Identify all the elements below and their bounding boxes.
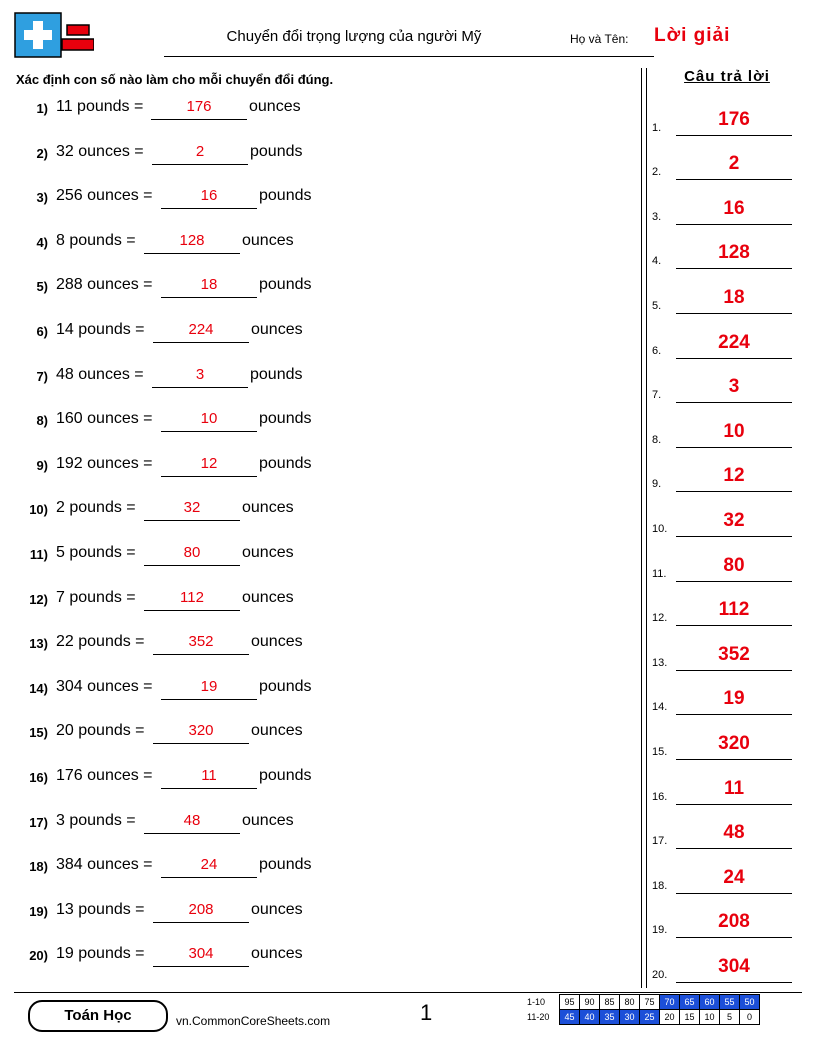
question-text: 176 ounces = (56, 766, 153, 784)
score-table-row (527, 995, 760, 1010)
answer-key-value: 12 (676, 461, 792, 492)
answer-blank[interactable]: 80 (144, 544, 240, 566)
answer-key-value: 48 (676, 818, 792, 849)
answer-key-number: 11. (652, 567, 667, 580)
answer-key-number: 13. (652, 656, 668, 669)
answer-key-row (652, 314, 802, 359)
question-text: 160 ounces = (56, 410, 153, 428)
question-number: 12) (29, 591, 48, 607)
question-text: 22 pounds = (56, 633, 145, 651)
score-cell: 45 (560, 1010, 580, 1025)
answer-key-value: 2 (676, 149, 792, 180)
question-unit: ounces (242, 811, 294, 829)
answer-key-number: 16. (652, 790, 668, 803)
answer-blank[interactable]: 24 (161, 856, 257, 878)
answer-key-row (652, 136, 802, 181)
answer-key-panel (652, 68, 802, 983)
question-row (16, 943, 626, 988)
question-text: 5 pounds = (56, 543, 136, 561)
answer-key-number: 3. (652, 210, 662, 223)
answer-key-value: 16 (676, 194, 792, 225)
answer-blank[interactable]: 208 (153, 901, 249, 923)
question-row (16, 810, 626, 855)
answer-blank[interactable]: 176 (151, 98, 247, 120)
question-text: 19 pounds = (56, 945, 145, 963)
brand-badge: Toán Học (28, 1000, 168, 1032)
score-cell: 75 (640, 995, 660, 1010)
question-number: 6) (36, 323, 48, 339)
answer-key-row (652, 448, 802, 493)
answer-key-number: 2. (652, 166, 662, 179)
answer-blank[interactable]: 18 (161, 276, 257, 298)
question-unit: pounds (250, 365, 303, 383)
question-text: 384 ounces = (56, 856, 153, 874)
answer-key-number: 19. (652, 924, 668, 937)
answer-key-number: 12. (652, 612, 668, 625)
page-title: Chuyển đổi trọng lượng của người Mỹ (226, 28, 482, 45)
answer-key-value: 320 (676, 729, 792, 760)
score-cell: 60 (700, 995, 720, 1010)
answer-key-value: 24 (676, 863, 792, 894)
question-unit: pounds (259, 766, 312, 784)
answer-key-row (652, 359, 802, 404)
question-unit: pounds (259, 454, 312, 472)
question-number: 1) (36, 101, 48, 116)
question-unit: ounces (242, 588, 294, 606)
score-cell: 15 (680, 1010, 700, 1025)
answer-blank[interactable]: 320 (153, 722, 249, 744)
answer-blank[interactable]: 3 (152, 366, 248, 388)
answer-key-row (652, 849, 802, 894)
answer-key-value: 352 (676, 640, 792, 671)
answer-blank[interactable]: 32 (144, 499, 240, 521)
question-row (16, 408, 626, 453)
score-cell: 55 (720, 995, 740, 1010)
question-number: 17) (29, 814, 48, 830)
answer-key-row (652, 582, 802, 627)
question-unit: ounces (242, 499, 294, 517)
score-table (527, 994, 760, 1025)
answer-blank[interactable]: 10 (161, 410, 257, 432)
answer-blank[interactable]: 224 (153, 321, 249, 343)
answer-key-row (652, 805, 802, 850)
answer-key-value: 304 (676, 952, 792, 983)
header-divider (164, 56, 654, 57)
answer-key-number: 18. (652, 879, 668, 892)
question-row (16, 453, 626, 498)
question-text: 32 ounces = (56, 142, 144, 160)
answer-key-value: 208 (676, 907, 792, 938)
answer-key-number: 9. (652, 478, 662, 491)
answer-blank[interactable]: 352 (153, 633, 249, 655)
score-range-label: 11-20 (527, 1012, 550, 1022)
question-unit: ounces (251, 722, 303, 740)
answer-blank[interactable]: 12 (161, 455, 257, 477)
page-header (14, 12, 802, 64)
instruction-text: Xác định con số nào làm cho mỗi chuyển đổi đúng. (16, 72, 334, 87)
question-number: 3) (36, 190, 48, 206)
score-cell: 20 (660, 1010, 680, 1025)
question-number: 9) (36, 457, 48, 473)
answer-key-value: 224 (676, 328, 792, 359)
question-row (16, 765, 626, 810)
question-number: 20) (29, 948, 48, 964)
answer-key-number: 14. (652, 701, 668, 714)
question-unit: pounds (250, 142, 303, 160)
question-row (16, 899, 626, 944)
score-cell: 90 (580, 995, 600, 1010)
question-number: 11) (29, 546, 48, 562)
answer-key-row (652, 938, 802, 983)
answer-key-row (652, 671, 802, 716)
answer-key-value: 112 (676, 595, 792, 626)
score-cell: 40 (580, 1010, 600, 1025)
answer-key-row (652, 269, 802, 314)
score-range-label: 1-10 (527, 997, 546, 1007)
question-number: 4) (36, 234, 48, 250)
answer-blank[interactable]: 2 (152, 143, 248, 165)
question-unit: ounces (249, 98, 301, 115)
question-row (16, 676, 626, 721)
question-unit: ounces (242, 543, 294, 561)
score-cell: 0 (740, 1010, 760, 1025)
footer-divider (14, 992, 802, 993)
question-list (16, 96, 626, 988)
name-value: Lời giải (654, 25, 731, 46)
score-cell: 80 (620, 995, 640, 1010)
question-row (16, 587, 626, 632)
answer-blank[interactable]: 128 (144, 232, 240, 254)
score-cell: 65 (680, 995, 700, 1010)
question-text: 14 pounds = (56, 320, 145, 338)
question-text: 11 pounds = (56, 98, 144, 115)
score-cell: 50 (740, 995, 760, 1010)
score-cell: 25 (640, 1010, 660, 1025)
answer-blank[interactable]: 48 (144, 812, 240, 834)
answer-key-value: 19 (676, 684, 792, 715)
website-url: vn.CommonCoreSheets.com (176, 1014, 331, 1028)
question-unit: pounds (259, 677, 312, 695)
question-number: 10) (29, 502, 48, 518)
score-cell: 10 (700, 1010, 720, 1025)
question-text: 3 pounds = (56, 811, 136, 829)
question-unit: pounds (259, 410, 312, 428)
question-number: 19) (29, 903, 48, 919)
answer-key-row (652, 715, 802, 760)
question-row (16, 497, 626, 542)
score-table-row (527, 1010, 760, 1025)
question-row (16, 141, 626, 186)
answer-key-value: 10 (676, 417, 792, 448)
name-label: Họ và Tên: (570, 32, 629, 46)
score-cell: 5 (720, 1010, 740, 1025)
question-number: 7) (36, 368, 48, 384)
question-text: 7 pounds = (56, 588, 136, 606)
score-cell: 30 (620, 1010, 640, 1025)
answer-key-row (652, 91, 802, 136)
answer-key-row (652, 225, 802, 270)
answer-key-number: 1. (652, 121, 662, 134)
column-divider (641, 68, 647, 988)
answer-key-list (652, 91, 802, 983)
question-unit: pounds (259, 856, 312, 874)
question-row (16, 631, 626, 676)
question-row (16, 319, 626, 364)
question-unit: pounds (259, 187, 312, 205)
score-cell: 85 (600, 995, 620, 1010)
question-text: 288 ounces = (56, 276, 153, 294)
answer-key-row (652, 626, 802, 671)
answer-key-value: 128 (676, 238, 792, 269)
question-number: 2) (36, 145, 48, 161)
question-unit: pounds (259, 276, 312, 294)
answer-key-row (652, 403, 802, 448)
question-number: 16) (29, 769, 48, 785)
answer-key-row (652, 180, 802, 225)
question-number: 18) (29, 859, 48, 875)
answer-key-row (652, 760, 802, 805)
answer-key-value: 32 (676, 506, 792, 537)
answer-key-title: Câu trả lời (684, 68, 770, 85)
question-text: 2 pounds = (56, 499, 136, 517)
question-row (16, 542, 626, 587)
page-number: 1 (420, 1000, 433, 1025)
question-number: 8) (36, 413, 48, 429)
question-unit: ounces (251, 900, 303, 918)
answer-key-value: 3 (676, 372, 792, 403)
score-cell: 95 (560, 995, 580, 1010)
answer-key-value: 176 (676, 105, 792, 136)
score-cell: 35 (600, 1010, 620, 1025)
question-text: 48 ounces = (56, 365, 144, 383)
answer-key-value: 18 (676, 283, 792, 314)
question-text: 192 ounces = (56, 454, 153, 472)
question-text: 304 ounces = (56, 677, 153, 695)
answer-key-number: 7. (652, 389, 662, 402)
question-row (16, 274, 626, 319)
question-number: 5) (36, 279, 48, 295)
question-text: 8 pounds = (56, 231, 136, 249)
answer-blank[interactable]: 16 (161, 187, 257, 209)
question-number: 14) (29, 680, 48, 696)
question-row (16, 96, 626, 141)
answer-key-value: 11 (676, 774, 792, 805)
question-unit: ounces (251, 320, 303, 338)
answer-blank[interactable]: 304 (153, 945, 249, 967)
answer-key-row (652, 894, 802, 939)
answer-blank[interactable]: 11 (161, 767, 257, 789)
answer-key-number: 6. (652, 344, 662, 357)
answer-key-number: 10. (652, 522, 668, 535)
answer-blank[interactable]: 112 (144, 589, 240, 611)
question-row (16, 230, 626, 275)
question-unit: ounces (251, 945, 303, 963)
question-unit: ounces (251, 633, 303, 651)
answer-key-number: 5. (652, 299, 662, 312)
score-cell: 70 (660, 995, 680, 1010)
answer-key-number: 20. (652, 968, 668, 981)
question-text: 13 pounds = (56, 900, 145, 918)
answer-key-row (652, 537, 802, 582)
answer-key-row (652, 492, 802, 537)
answer-key-number: 8. (652, 433, 662, 446)
question-unit: ounces (242, 231, 294, 249)
question-row (16, 720, 626, 765)
question-row (16, 185, 626, 230)
answer-key-number: 4. (652, 255, 662, 268)
question-text: 20 pounds = (56, 722, 145, 740)
answer-key-value: 80 (676, 551, 792, 582)
answer-blank[interactable]: 19 (161, 678, 257, 700)
answer-key-number: 17. (652, 835, 668, 848)
answer-key-number: 15. (652, 745, 668, 758)
question-row (16, 854, 626, 899)
question-number: 15) (29, 725, 48, 741)
math-worksheet-logo-icon (14, 12, 94, 60)
question-text: 256 ounces = (56, 187, 153, 205)
question-number: 13) (29, 636, 48, 652)
question-row (16, 364, 626, 409)
